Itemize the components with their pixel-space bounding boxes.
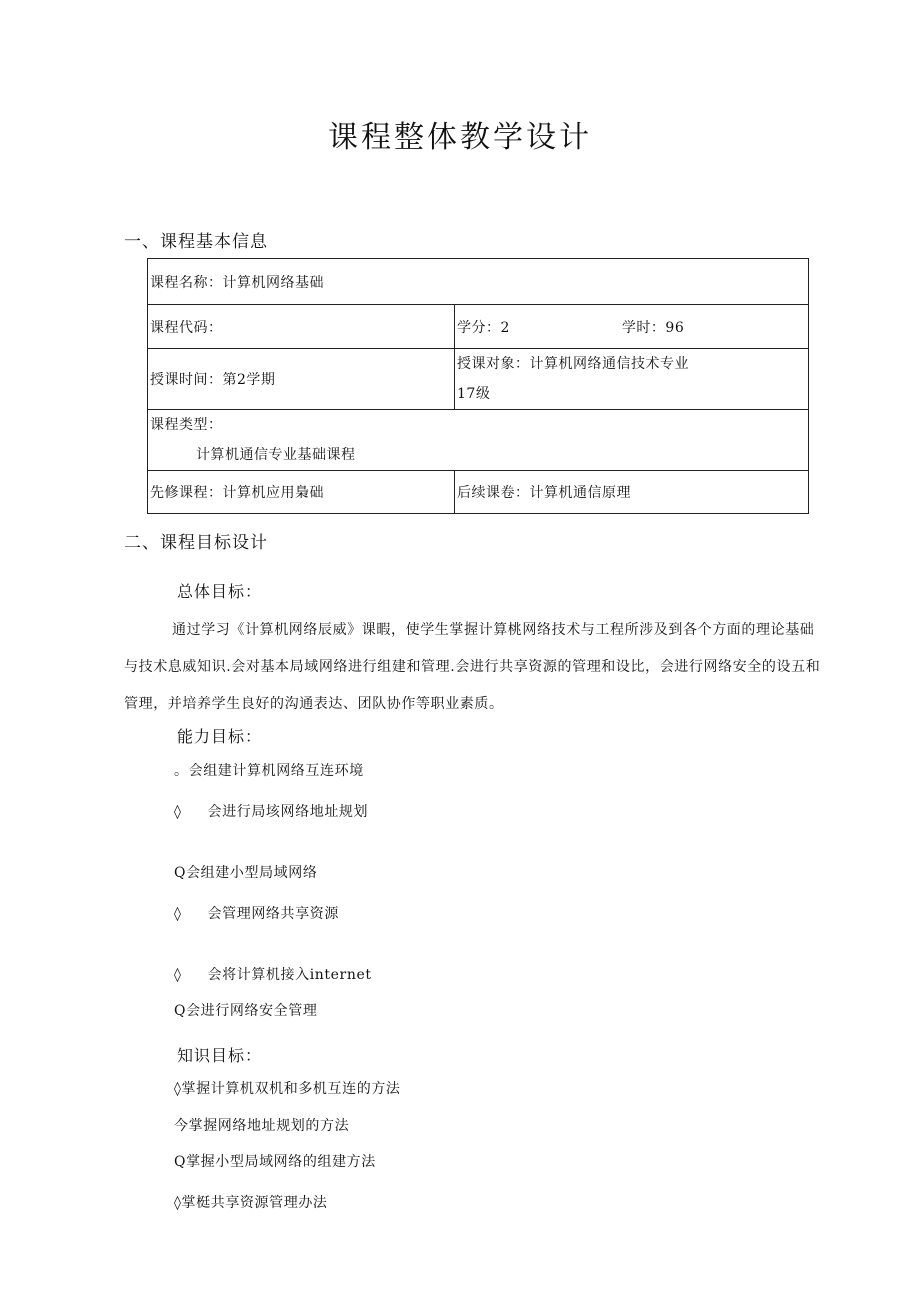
ability-item-text: 会进行局垓网络地址规划	[207, 804, 369, 820]
target-students-line1: 授课对象：计算机网络通信技术专业	[457, 356, 689, 372]
ability-item-text: 会管理网络共享资源	[207, 906, 339, 922]
course-info-table	[147, 258, 809, 514]
list-item: 今掌握网络地址规划的方法	[174, 1118, 350, 1134]
table-row	[148, 305, 809, 349]
table-row	[148, 259, 809, 305]
credits-value: 学分：2	[457, 319, 510, 336]
list-item: Q掌握小型局域网络的组建方法	[174, 1154, 376, 1170]
table-row	[148, 471, 809, 514]
list-item: Q会组建小型局域网络	[174, 865, 318, 881]
credits-hours-cell	[455, 305, 809, 349]
list-item	[174, 903, 339, 923]
knowledge-goal-heading: 知识目标：	[177, 1046, 263, 1065]
course-type-cell	[148, 410, 809, 471]
list-item: ◊掌握计算机双机和多机互连的方法	[174, 1081, 401, 1097]
target-students-cell	[455, 349, 809, 410]
diamond-bullet-icon: ◊	[174, 967, 182, 983]
list-item: 。会组建计算机网络互连环境	[174, 763, 364, 779]
section-heading-objectives: 二、课程目标设计	[124, 533, 268, 553]
table-row	[148, 349, 809, 410]
overall-goal-paragraph: 通过学习《计算机网络辰威》课暇，使学生掌握计算桃网络技术与工程所涉及到各个方面的理论基础与技术息威知识.会对基本局域网络进行组建和管理.会进行共享资源的管理和设比，会进行网络安全的设五和管理，并培养学生良好的沟通表达、团队协作等职业素质。	[124, 622, 821, 712]
followup-cell: 后续课卷：计算机通信原理	[455, 471, 809, 514]
prerequisite-cell: 先修课程：计算机应用梟础	[148, 471, 455, 514]
hours-value: 学时：96	[621, 319, 685, 336]
list-item: ◊掌梃共享资源管理办法	[174, 1195, 328, 1211]
course-type-label: 课程类型：	[150, 417, 223, 433]
course-type-value: 计算机通信专业基础课程	[196, 447, 356, 463]
target-students-line2: 17级	[457, 386, 491, 402]
table-row	[148, 410, 809, 471]
course-name-cell: 课程名称：计算机网络基础	[148, 259, 809, 305]
ability-item-text: 会将计算机接入internet	[207, 967, 372, 983]
overall-goal-heading: 总体目标：	[177, 582, 263, 601]
list-item	[174, 801, 368, 821]
teaching-time-cell: 授课时间：第2学期	[148, 349, 455, 410]
section-heading-basic-info: 一、课程基本信息	[124, 232, 268, 252]
page-title: 课程整体教学设计	[328, 120, 592, 155]
list-item	[174, 964, 372, 984]
diamond-bullet-icon: ◊	[174, 906, 182, 922]
diamond-bullet-icon: ◊	[174, 804, 182, 820]
course-code-cell: 课程代码：	[148, 305, 455, 349]
ability-goal-heading: 能力目标：	[177, 727, 263, 746]
list-item: Q会进行网络安全管理	[174, 1003, 318, 1019]
